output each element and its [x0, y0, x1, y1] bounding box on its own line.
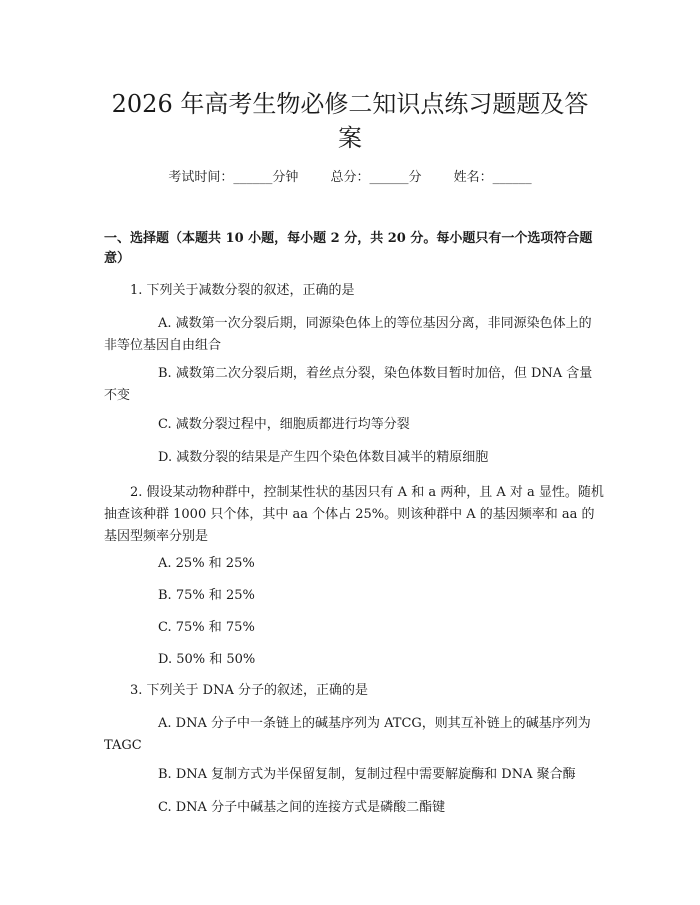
question-2-option-a: A. 25% 和 25%: [158, 556, 255, 571]
question-1-stem: 1. 下列关于减数分裂的叙述，正确的是: [130, 283, 355, 298]
exam-info-bar: [0, 168, 700, 188]
question-2-stem: 2. 假设某动物种群中，控制某性状的基因只有 A 和 a 两种，且 A 对 a 显性。随机抽查该种群 1000 只个体，其中 aa 个体占 25%。则该种群中 A 的基因频率和 aa 的基因型频率分别是: [104, 485, 604, 544]
document-title-line-2: 案: [338, 124, 362, 152]
question-2-option-d: D. 50% 和 50%: [158, 652, 256, 667]
section-heading: 一、选择题（本题共 10 小题，每小题 2 分，共 20 分。每小题只有一个选项符合题意）: [104, 231, 593, 266]
question-3-option-a: A. DNA 分子中一条链上的碱基序列为 ATCG，则其互补链上的碱基序列为 TAGC: [104, 716, 591, 753]
question-1-option-a: A. 减数第一次分裂后期，同源染色体上的等位基因分离，非同源染色体上的非等位基因自由组合: [104, 316, 592, 353]
question-1-option-b: B. 减数第二次分裂后期，着丝点分裂，染色体数目暂时加倍，但 DNA 含量不变: [104, 366, 593, 403]
question-2-option-b: B. 75% 和 25%: [158, 588, 255, 603]
exam-time-field: 考试时间：______分钟: [168, 170, 299, 185]
question-1-option-c: C. 减数分裂过程中，细胞质都进行均等分裂: [158, 417, 410, 432]
name-field: 姓名：______: [453, 170, 532, 185]
question-1-option-d: D. 减数分裂的结果是产生四个染色体数目减半的精原细胞: [158, 450, 489, 465]
question-3-option-c: C. DNA 分子中碱基之间的连接方式是磷酸二酯键: [158, 800, 446, 815]
question-3-stem: 3. 下列关于 DNA 分子的叙述，正确的是: [130, 683, 368, 698]
question-2-option-c: C. 75% 和 75%: [158, 620, 255, 635]
total-score-field: 总分：______分: [330, 170, 422, 185]
question-3-option-b: B. DNA 复制方式为半保留复制，复制过程中需要解旋酶和 DNA 聚合酶: [158, 767, 576, 782]
document-title-line-1: 2026 年高考生物必修二知识点练习题题及答: [111, 90, 589, 118]
